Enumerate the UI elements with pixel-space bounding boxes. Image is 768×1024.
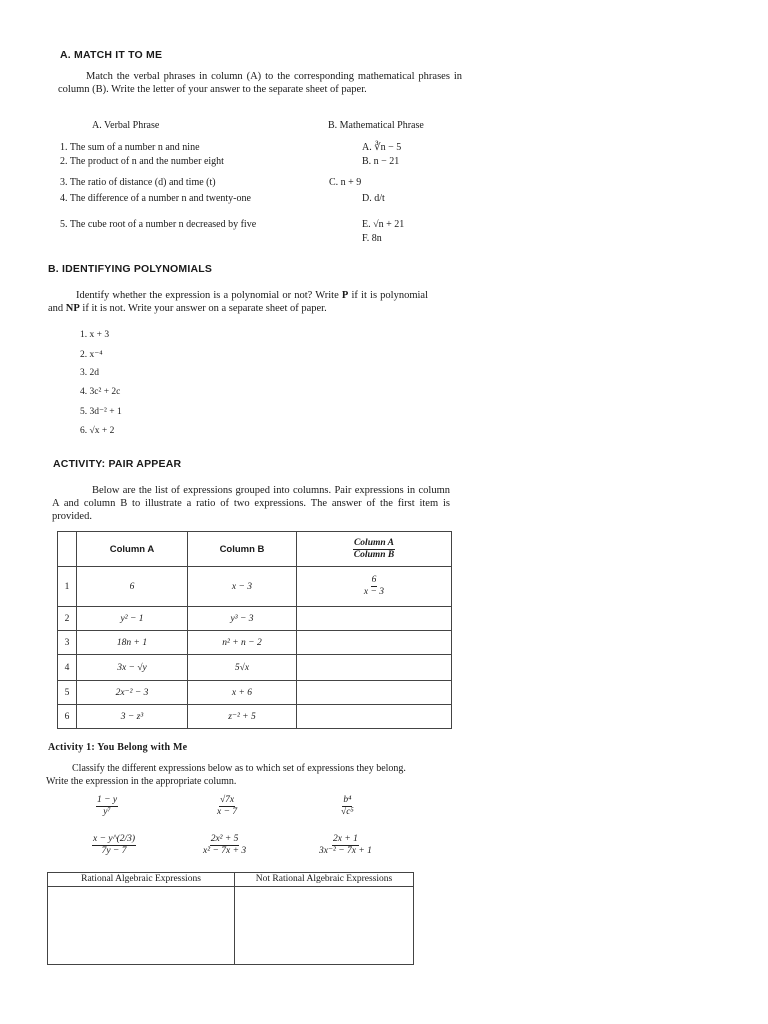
math-phrase-b: B. n − 21 [362, 156, 400, 167]
math-phrase-a: A. ∛n − 5 [362, 142, 402, 153]
table-row [58, 607, 452, 631]
expression-6: $\frac{2x + 1}{\text{3x⁻² − 7x + 1}}$ [319, 834, 372, 856]
math-phrase-e: E. √n + 21 [362, 219, 405, 230]
activity-pair-title: ACTIVITY: PAIR APPEAR [53, 458, 182, 470]
verbal-phrase-1: 1. The sum of a number n and nine [60, 142, 200, 153]
table-row [58, 655, 452, 681]
ratio-answer-cell[interactable] [297, 705, 452, 729]
column-a-cell: y² − 1 [77, 607, 188, 631]
column-b-cell: z⁻² + 5 [188, 705, 297, 729]
polynomial-item-3: 3. 2d [80, 368, 99, 378]
verbal-phrase-5: 5. The cube root of a number n decreased by five [60, 219, 257, 230]
column-a-header: Column A [77, 532, 188, 567]
column-a-cell: 6 [77, 567, 188, 607]
pair-appear-table [57, 531, 452, 729]
activity-1-title: Activity 1: You Belong with Me [48, 742, 188, 753]
activity-pair-instructions: Below are the list of expressions grouped into columns. Pair expressions in column A and column B to illustrate a ratio of two expressions. The answer of the first item is provided. [52, 485, 450, 522]
column-a-cell: 3 − z³ [77, 705, 188, 729]
expression-4: $\frac{x - y\^{}(2/3)}{7y - 7}$ [93, 834, 136, 856]
activity-1-instructions: Classify the different expressions below as to which set of expressions they belong. Write the expression in the appropriate column. [46, 763, 406, 787]
polynomial-item-6: 6. √x + 2 [80, 426, 115, 436]
column-b-cell: x − 3 [188, 567, 297, 607]
column-a-cell: 2x⁻² − 3 [77, 681, 188, 705]
polynomial-item-4: 4. 3c² + 2c [80, 387, 121, 397]
not-rational-column-header: Not Rational Algebraic Expressions [235, 873, 414, 887]
ratio-answer-cell[interactable] [297, 631, 452, 655]
expression-1: $\frac{1 - y}{\text{y⁷}}$ [97, 795, 118, 817]
section-b-title: B. IDENTIFYING POLYNOMIALS [48, 263, 213, 275]
rational-column-header: Rational Algebraic Expressions [48, 873, 235, 887]
row-number-header [58, 532, 77, 567]
polynomial-item-2: 2. x⁻⁴ [80, 350, 103, 360]
math-phrase-c: C. n + 9 [329, 177, 362, 188]
section-b-instructions: Identify whether the expression is a polynomial or not? Write P if it is polynomial and NP if it is not. Write your answer on a separate sheet of paper. [48, 290, 429, 314]
table-row [58, 681, 452, 705]
verbal-phrase-2: 2. The product of n and the number eight [60, 156, 224, 167]
ratio-answer-cell[interactable] [297, 655, 452, 681]
column-b-cell: x + 6 [188, 681, 297, 705]
row-number: 2 [58, 607, 77, 631]
section-a-title: A. MATCH IT TO ME [60, 49, 163, 61]
expression-5: $\frac{\text{2x² + 5}}{\text{x² − 7x + 3}}$ [203, 834, 247, 856]
classification-table [47, 872, 414, 965]
polynomial-item-1: 1. x + 3 [80, 330, 110, 340]
column-b-cell: n² + n − 2 [188, 631, 297, 655]
rational-answer-cell[interactable] [48, 887, 235, 965]
row-number: 3 [58, 631, 77, 655]
section-a-instructions: Match the verbal phrases in column (A) to the corresponding mathematical phrases in column (B). Write the letter of your answer to the separate sheet of paper. [58, 71, 462, 95]
row-number: 4 [58, 655, 77, 681]
ratio-header: $\frac{\text{Column A}}{\text{Column B}}$ [297, 532, 452, 567]
polynomial-item-5: 5. 3d⁻² + 1 [80, 407, 122, 417]
ratio-answer-cell[interactable] [297, 681, 452, 705]
verbal-phrase-3: 3. The ratio of distance (d) and time (t) [60, 177, 216, 188]
table-row [58, 631, 452, 655]
verbal-phrase-header: A. Verbal Phrase [92, 120, 160, 131]
table-row [58, 705, 452, 729]
expression-2: $\frac{√7x}{x - 7}$ [217, 795, 238, 817]
verbal-phrase-4: 4. The difference of a number n and twenty-one [60, 193, 251, 204]
column-b-cell: y³ − 3 [188, 607, 297, 631]
column-a-cell: 3x − √y [77, 655, 188, 681]
math-phrase-f: F. 8n [362, 233, 382, 244]
row-number: 5 [58, 681, 77, 705]
row-number: 6 [58, 705, 77, 729]
table-row [58, 567, 452, 607]
expression-3: $\frac{\text{b⁴}}{\text{√c⁵}}$ [341, 795, 354, 817]
row-number: 1 [58, 567, 77, 607]
column-a-cell: 18n + 1 [77, 631, 188, 655]
math-phrase-d: D. d/t [362, 193, 385, 204]
column-b-cell: 5√x [188, 655, 297, 681]
ratio-answer-cell: $\frac{6}{x - 3}$ [297, 567, 452, 607]
ratio-answer-cell[interactable] [297, 607, 452, 631]
not-rational-answer-cell[interactable] [235, 887, 414, 965]
math-phrase-header: B. Mathematical Phrase [328, 120, 424, 131]
column-b-header: Column B [188, 532, 297, 567]
